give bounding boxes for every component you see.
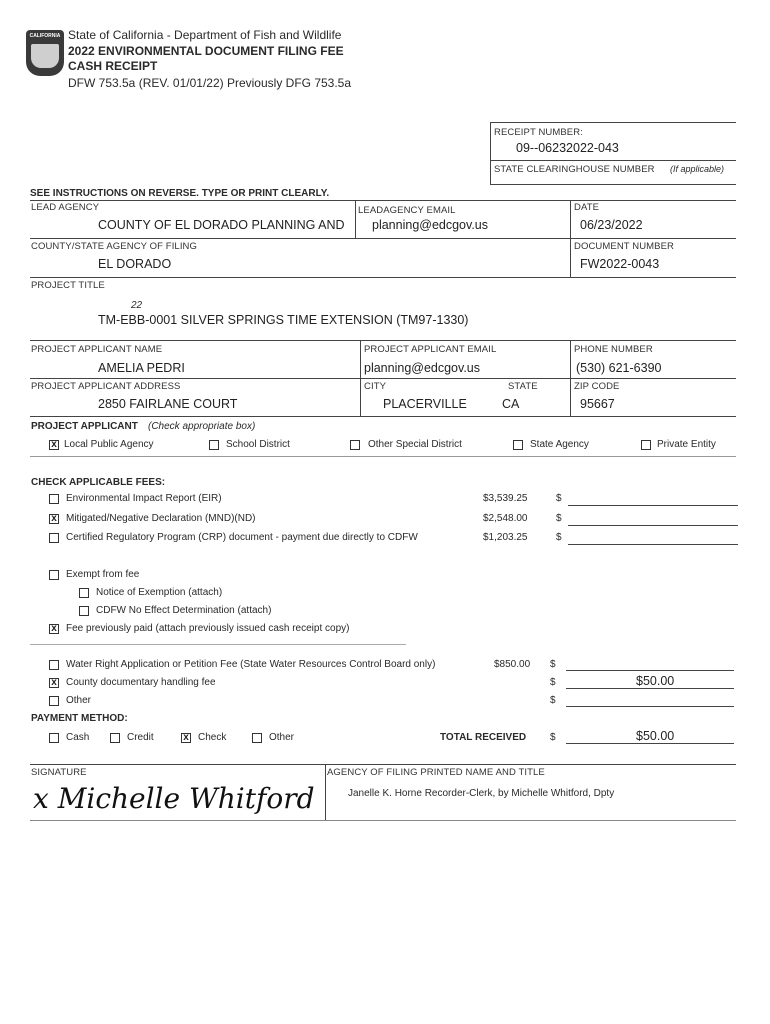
payment-other-label: Other [269,732,295,743]
checkbox-check[interactable]: x [181,733,191,743]
fee-crp-amount: $1,203.25 [483,532,528,543]
water-right-dollar: $ [550,659,556,670]
seal-text: CALIFORNIA [29,33,61,39]
fee-mnd-label: Mitigated/Negative Declaration (MND)(ND) [66,513,256,524]
fee-eir-label: Environmental Impact Report (EIR) [66,493,222,504]
document-number-label: DOCUMENT NUMBER [574,241,675,252]
county-value: EL DORADO [98,257,172,271]
payment-method-label: PAYMENT METHOD: [31,713,128,724]
county-handling-dollar: $ [550,677,556,688]
checkbox-water-right[interactable] [49,660,59,670]
lead-agency-email-label: LEADAGENCY EMAIL [358,205,456,216]
phone-label: PHONE NUMBER [574,344,653,355]
lead-agency-value: COUNTY OF EL DORADO PLANNING AND [98,218,345,232]
checkbox-cash[interactable] [49,733,59,743]
form-id: DFW 753.5a (REV. 01/01/22) Previously DFG 753.5a [68,76,352,90]
checkbox-notice-exemption[interactable] [79,588,89,598]
zip-label: ZIP CODE [574,381,620,392]
checkbox-credit[interactable] [110,733,120,743]
other-fee-label: Other [66,695,92,706]
checkbox-no-effect[interactable] [79,606,89,616]
county-handling-label: County documentary handling fee [66,677,216,688]
applicant-address: 2850 FAIRLANE COURT [98,397,238,411]
water-right-fee: $850.00 [494,659,531,670]
applicant-name-label: PROJECT APPLICANT NAME [31,344,163,355]
agency-name: State of California - Department of Fish and Wildlife [68,28,342,42]
county-label: COUNTY/STATE AGENCY OF FILING [31,241,198,252]
signature-value: x Michelle Whitford [33,782,315,815]
total-received: $50.00 [636,729,675,743]
zip-value: 95667 [580,397,615,411]
checkbox-other-payment[interactable] [252,733,262,743]
fee-crp-label: Certified Regulatory Program (CRP) document - payment due directly to CDFW [66,532,418,543]
notice-exemption-label: Notice of Exemption (attach) [96,587,223,598]
checkbox-private-entity[interactable] [641,440,651,450]
form-title: 2022 ENVIRONMENTAL DOCUMENT FILING FEE [68,44,344,58]
applicant-address-label: PROJECT APPLICANT ADDRESS [31,381,181,392]
option-private-entity: Private Entity [657,439,716,450]
lead-agency-label: LEAD AGENCY [31,202,100,213]
option-state-agency: State Agency [530,439,589,450]
prev-paid-label: Fee previously paid (attach previously issued cash receipt copy) [66,623,350,634]
form-subtitle: CASH RECEIPT [68,59,158,73]
applicant-email: planning@edcgov.us [364,361,481,375]
fee-mnd-amount: $2,548.00 [483,513,528,524]
applicant-name: AMELIA PEDRI [98,361,185,375]
fee-mnd-dollar: $ [556,513,562,524]
california-seal-icon [26,30,64,76]
agency-of-filing-label: AGENCY OF FILING PRINTED NAME AND TITLE [327,767,545,778]
fee-crp-dollar: $ [556,532,562,543]
city-label: CITY [364,381,387,392]
checkbox-other-special-district[interactable] [350,440,360,450]
checkbox-local-public-agency[interactable]: x [49,440,59,450]
fee-eir-dollar: $ [556,493,562,504]
fee-eir-amount: $3,539.25 [483,493,528,504]
title-correction: 22 [131,300,143,311]
agency-of-filing-value: Janelle K. Horne Recorder-Clerk, by Michelle Whitford, Dpty [348,788,615,799]
checkbox-crp[interactable] [49,533,59,543]
checkbox-state-agency[interactable] [513,440,523,450]
applicant-email-label: PROJECT APPLICANT EMAIL [364,344,497,355]
payment-check-label: Check [198,732,227,743]
applicant-type-label: PROJECT APPLICANT [31,421,138,432]
applicant-type-note: (Check appropriate box) [148,421,256,432]
other-fee-dollar: $ [550,695,556,706]
checkbox-county-handling[interactable]: x [49,678,59,688]
city-value: PLACERVILLE [383,397,467,411]
date-label: DATE [574,202,600,213]
clearinghouse-label: STATE CLEARINGHOUSE NUMBER [494,164,655,175]
checkbox-other-fee[interactable] [49,696,59,706]
option-other-special-district: Other Special District [368,439,462,450]
date-value: 06/23/2022 [580,218,643,232]
signature-label: SIGNATURE [31,767,87,778]
lead-agency-email: planning@edcgov.us [372,218,489,232]
state-value: CA [502,397,520,411]
fees-label: CHECK APPLICABLE FEES: [31,477,166,488]
phone-number: (530) 621-6390 [576,361,662,375]
exempt-label: Exempt from fee [66,569,140,580]
checkbox-eir[interactable] [49,494,59,504]
option-school-district: School District [226,439,290,450]
receipt-number-label: RECEIPT NUMBER: [494,127,583,138]
project-title-label: PROJECT TITLE [31,280,105,291]
total-received-label: TOTAL RECEIVED [440,732,527,743]
project-title: TM-EBB-0001 SILVER SPRINGS TIME EXTENSION (TM97-1330) [98,313,469,327]
option-local-public-agency: Local Public Agency [64,439,154,450]
state-label: STATE [508,381,538,392]
receipt-number: 09--06232022-043 [516,141,619,155]
checkbox-exempt[interactable] [49,570,59,580]
document-number: FW2022-0043 [580,257,660,271]
checkbox-school-district[interactable] [209,440,219,450]
payment-credit-label: Credit [127,732,154,743]
payment-cash-label: Cash [66,732,90,743]
water-right-label: Water Right Application or Petition Fee (State Water Resources Control Board only) [66,659,436,670]
county-handling-amount: $50.00 [636,674,675,688]
clearinghouse-note: (If applicable) [670,164,725,174]
no-effect-label: CDFW No Effect Determination (attach) [96,605,272,616]
instructions: SEE INSTRUCTIONS ON REVERSE. TYPE OR PRINT CLEARLY. [30,188,330,199]
total-dollar: $ [550,732,556,743]
checkbox-mnd[interactable]: x [49,514,59,524]
checkbox-prev-paid[interactable]: x [49,624,59,634]
